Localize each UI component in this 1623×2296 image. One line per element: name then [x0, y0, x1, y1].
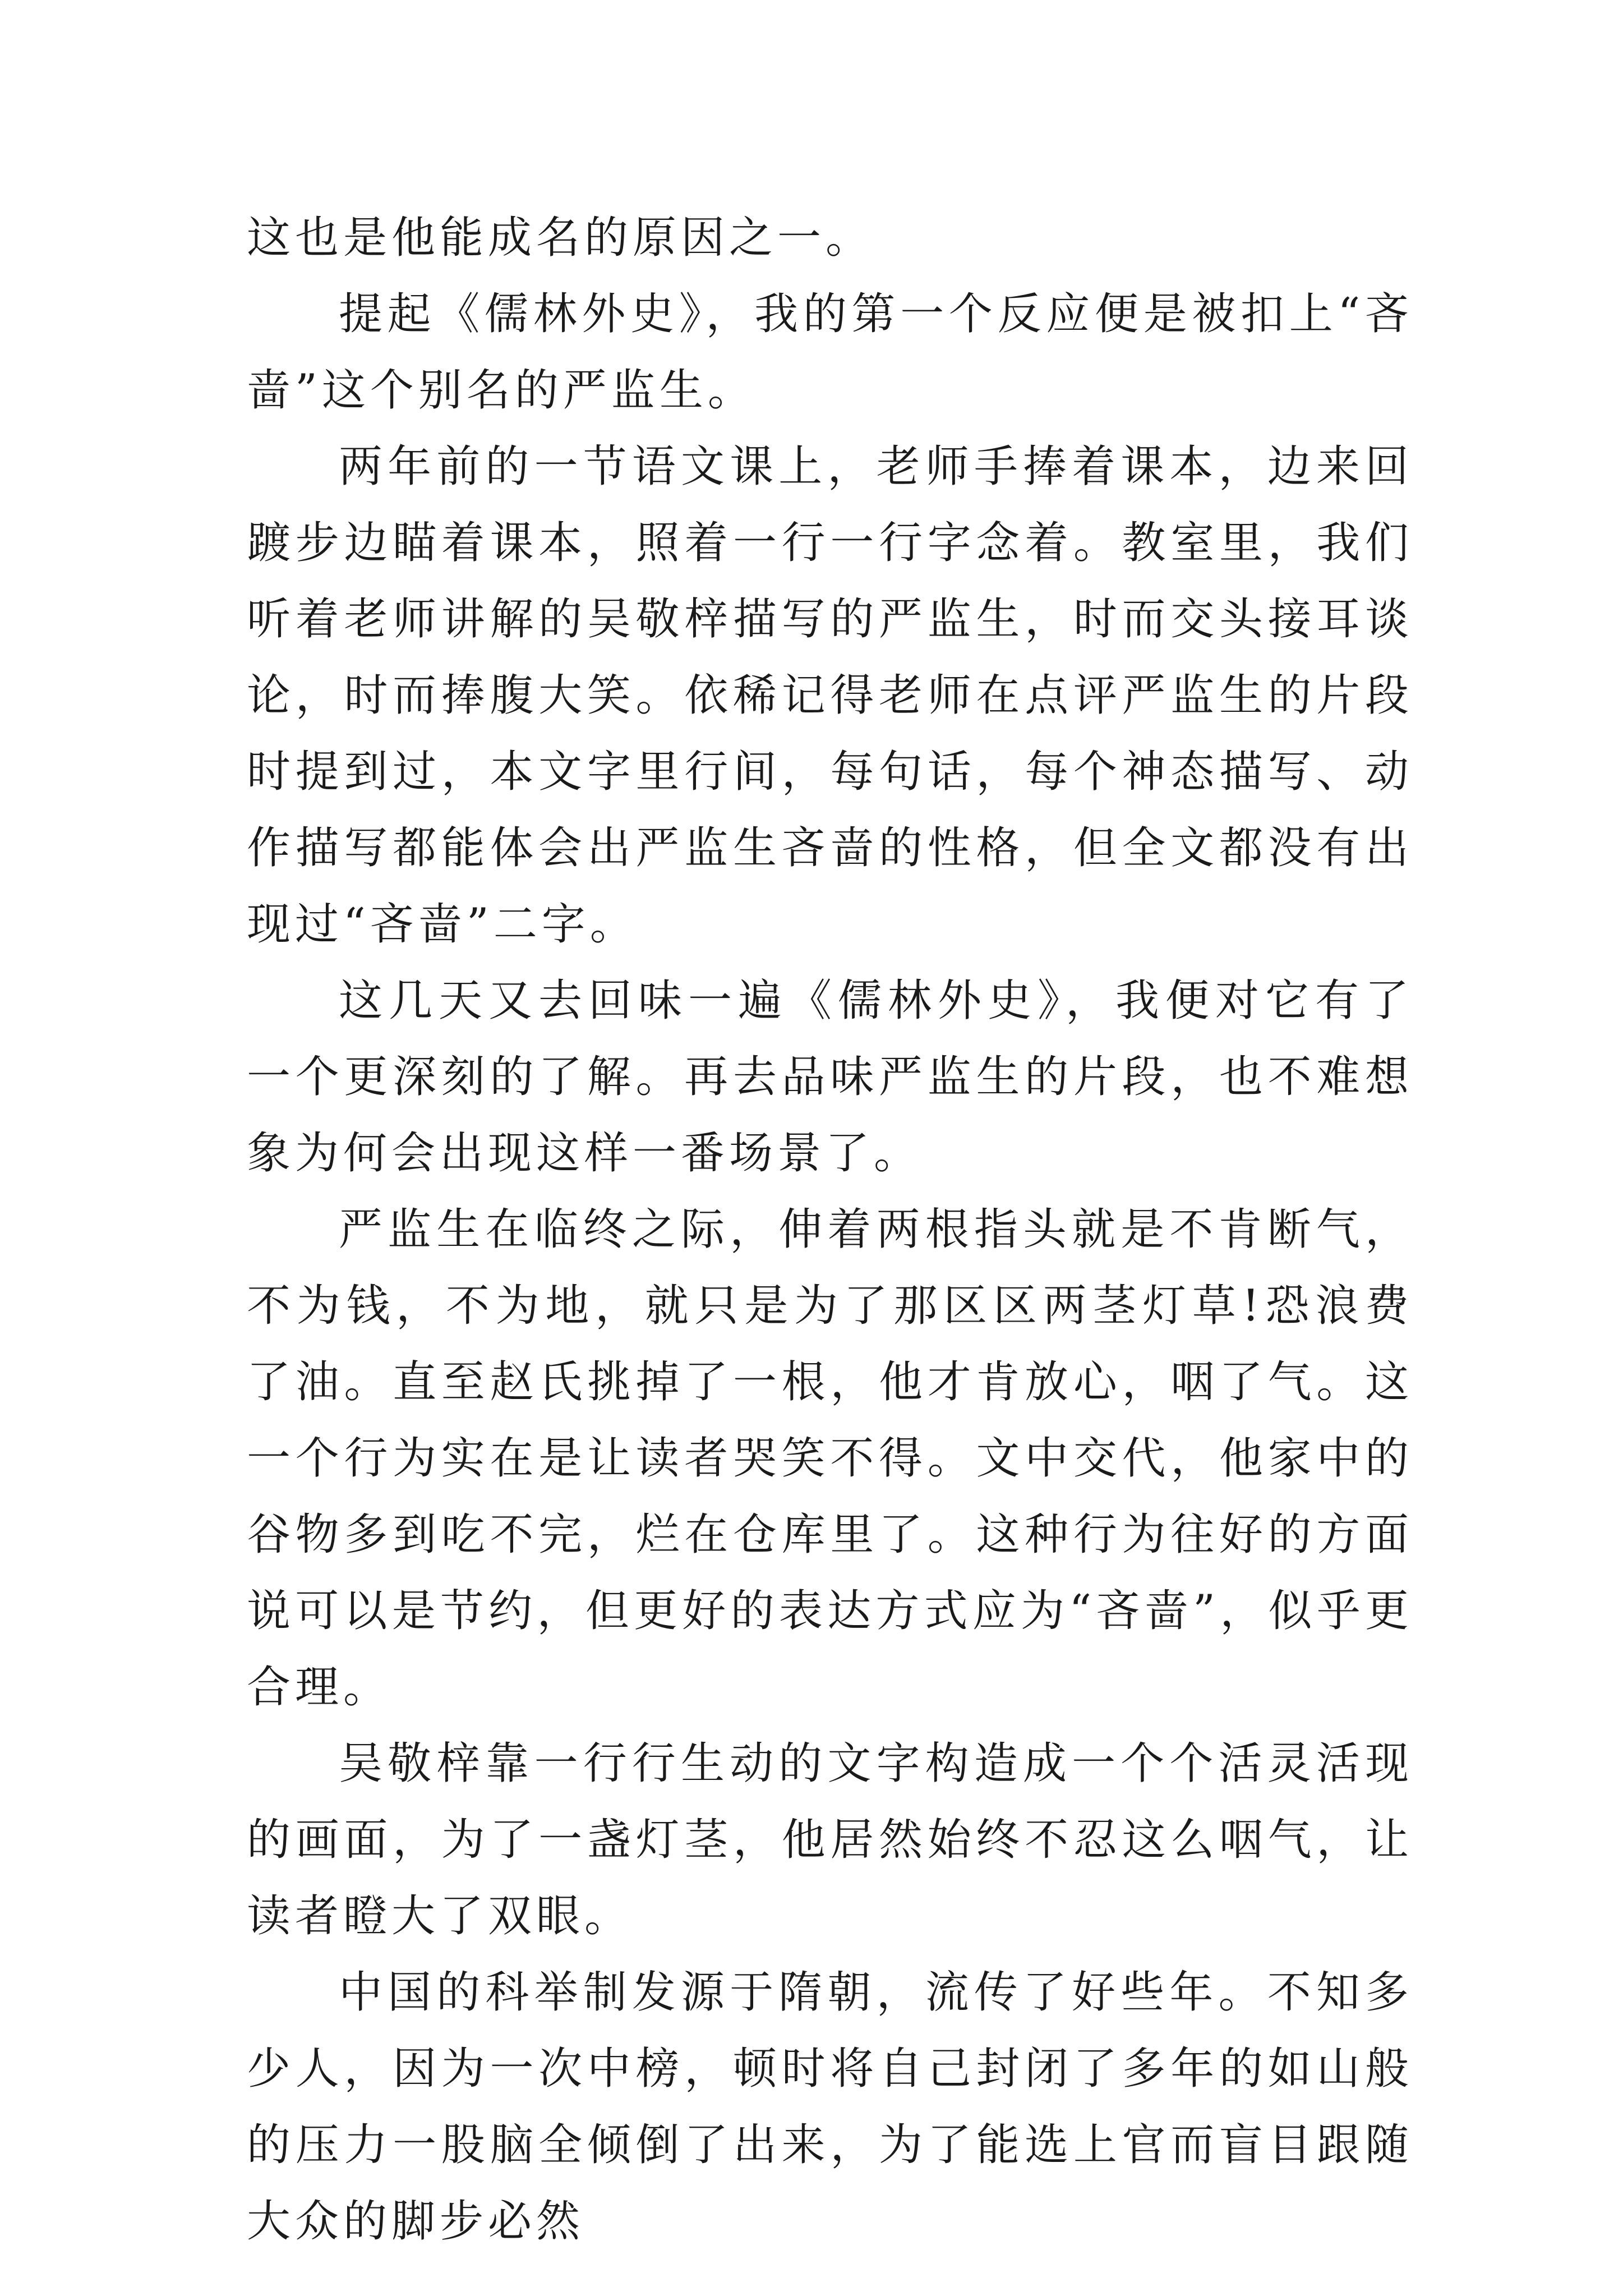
paragraph: 这几天又去回味一遍《儒林外史》，我便对它有了一个更深刻的了解。再去品味严监生的片段，也不难想象为何会出现这样一番场景了。	[247, 976, 1413, 1179]
paragraph: 这也是他能成名的原因之一。	[247, 213, 874, 263]
body-text	[247, 200, 1413, 2260]
paragraph: 吴敬梓靠一行行生动的文字构造成一个个活灵活现的画面，为了一盏灯茎，他居然始终不忍这么咽气，让读者瞪大了双眼。	[247, 1738, 1413, 1941]
paragraph: 严监生在临终之际，伸着两根指头就是不肯断气，不为钱，不为地，就只是为了那区区两茎灯草!恐浪费了油。直至赵氏挑掉了一根，他才肯放心，咽了气。这一个行为实在是让读者哭笑不得。文中交代，他家中的谷物多到吃不完，烂在仓库里了。这种行为往好的方面说可以是节约，但更好的表达方式应为“吝啬”，似乎更合理。	[247, 1204, 1413, 1713]
paragraph: 中国的科举制发源于隋朝，流传了好些年。不知多少人，因为一次中榜，顿时将自己封闭了多年的如山般的压力一股脑全倾倒了出来，为了能选上官而盲目跟随大众的脚步必然	[247, 1967, 1413, 2247]
paragraph: 提起《儒林外史》，我的第一个反应便是被扣上“吝啬”这个别名的严监生。	[247, 289, 1413, 416]
paragraph: 两年前的一节语文课上，老师手捧着课本，边来回踱步边瞄着课本，照着一行一行字念着。教室里，我们听着老师讲解的吴敬梓描写的严监生，时而交头接耳谈论，时而捧腹大笑。依稀记得老师在点评严监生的片段时提到过，本文字里行间，每句话，每个神态描写、动作描写都能体会出严监生吝啬的性格，但全文都没有出现过“吝啬”二字。	[247, 441, 1413, 950]
